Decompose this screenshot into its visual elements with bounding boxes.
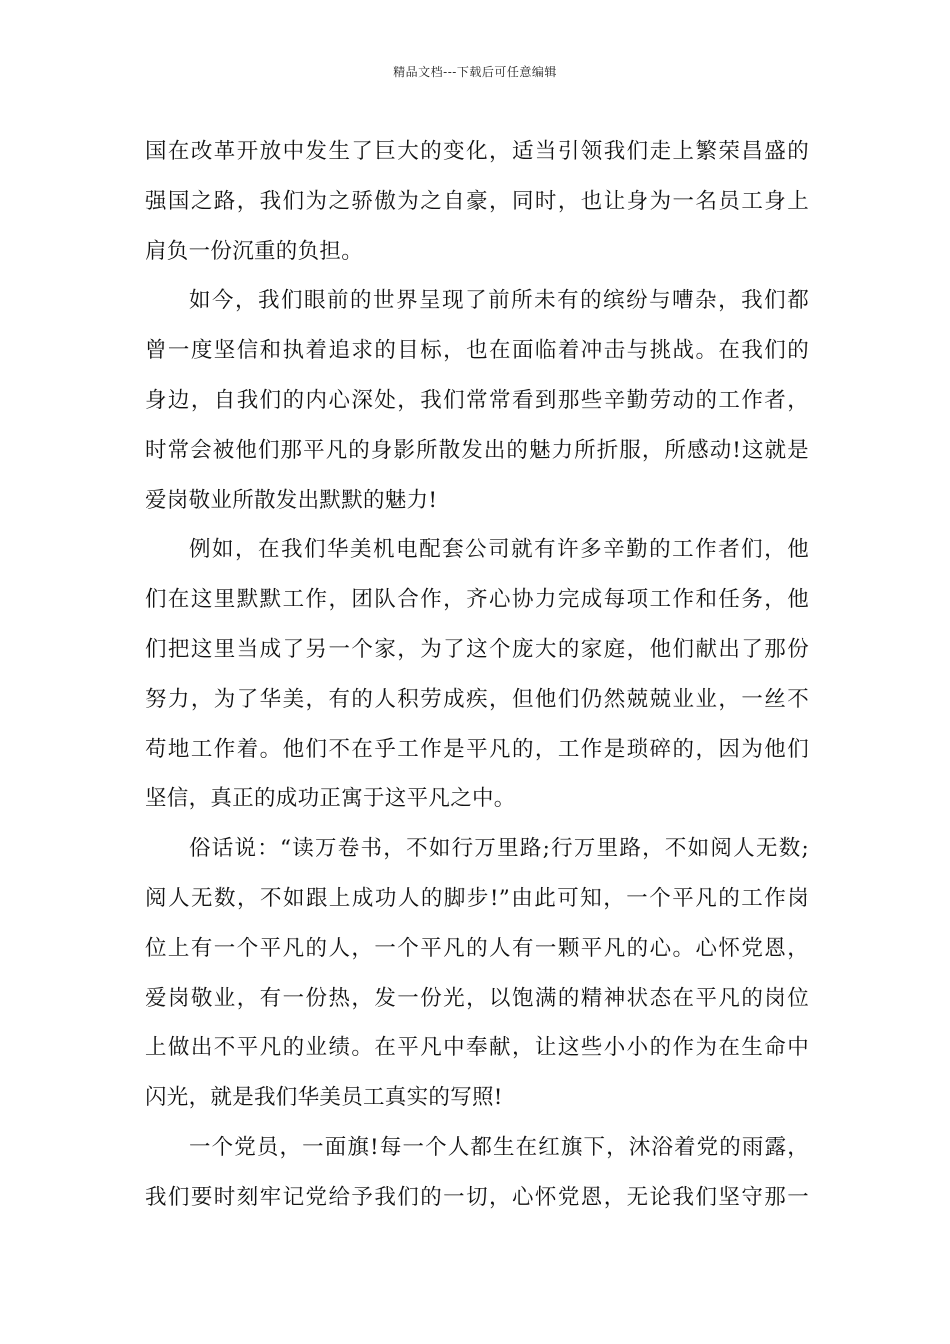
text-line: 苟地工作着。他们不在乎工作是平凡的，工作是琐碎的，因为他们 <box>145 736 809 762</box>
paragraph-3 <box>145 525 809 824</box>
text-line: 们在这里默默工作，团队合作，齐心协力完成每项工作和任务，他 <box>145 587 809 613</box>
page-header: 精品文档---下载后可任意编辑 <box>393 65 557 79</box>
text-line: 我们要时刻牢记党给予我们的一切，心怀党恩，无论我们坚守那一 <box>145 1184 809 1210</box>
text-line: 时常会被他们那平凡的身影所散发出的魅力所折服，所感动!这就是 <box>145 437 809 463</box>
text-line: 们把这里当成了另一个家，为了这个庞大的家庭，他们献出了那份 <box>145 636 809 662</box>
text-line: 坚信，真正的成功正寓于这平凡之中。 <box>145 786 516 812</box>
paragraph-4 <box>145 824 809 1123</box>
text-line: 爱岗敬业，有一份热，发一份光，以饱满的精神状态在平凡的岗位 <box>145 985 809 1011</box>
text-line: 如今，我们眼前的世界呈现了前所未有的缤纷与嘈杂，我们都 <box>189 288 809 314</box>
text-line: 俗话说：“读万卷书，不如行万里路;行万里路，不如阅人无数; <box>189 836 809 862</box>
document-body <box>145 127 809 1223</box>
text-line: 身边，自我们的内心深处，我们常常看到那些辛勤劳动的工作者， <box>145 387 809 413</box>
paragraph-2 <box>145 276 809 525</box>
text-line: 闪光，就是我们华美员工真实的写照! <box>145 1085 503 1111</box>
paragraph-1 <box>145 127 809 276</box>
text-line: 爱岗敬业所散发出默默的魅力! <box>145 487 438 513</box>
text-line: 国在改革开放中发生了巨大的变化，适当引领我们走上繁荣昌盛的 <box>145 139 809 164</box>
paragraph-5 <box>145 1123 809 1223</box>
text-line: 曾一度坚信和执着追求的目标，也在面临着冲击与挑战。在我们的 <box>145 338 809 364</box>
text-line: 努力，为了华美，有的人积劳成疾，但他们仍然兢兢业业，一丝不 <box>145 686 809 712</box>
text-line: 肩负一份沉重的负担。 <box>145 238 364 264</box>
text-line: 一个党员，一面旗!每一个人都生在红旗下，沐浴着党的雨露， <box>189 1134 809 1160</box>
text-line: 例如，在我们华美机电配套公司就有许多辛勤的工作者们，他 <box>189 537 809 563</box>
text-line: 阅人无数，不如跟上成功人的脚步!”由此可知，一个平凡的工作岗 <box>145 885 809 911</box>
text-line: 位上有一个平凡的人，一个平凡的人有一颗平凡的心。心怀党恩， <box>145 935 809 961</box>
text-line: 强国之路，我们为之骄傲为之自豪，同时，也让身为一名员工身上 <box>145 188 809 214</box>
text-line: 上做出不平凡的业绩。在平凡中奉献，让这些小小的作为在生命中 <box>145 1035 809 1061</box>
